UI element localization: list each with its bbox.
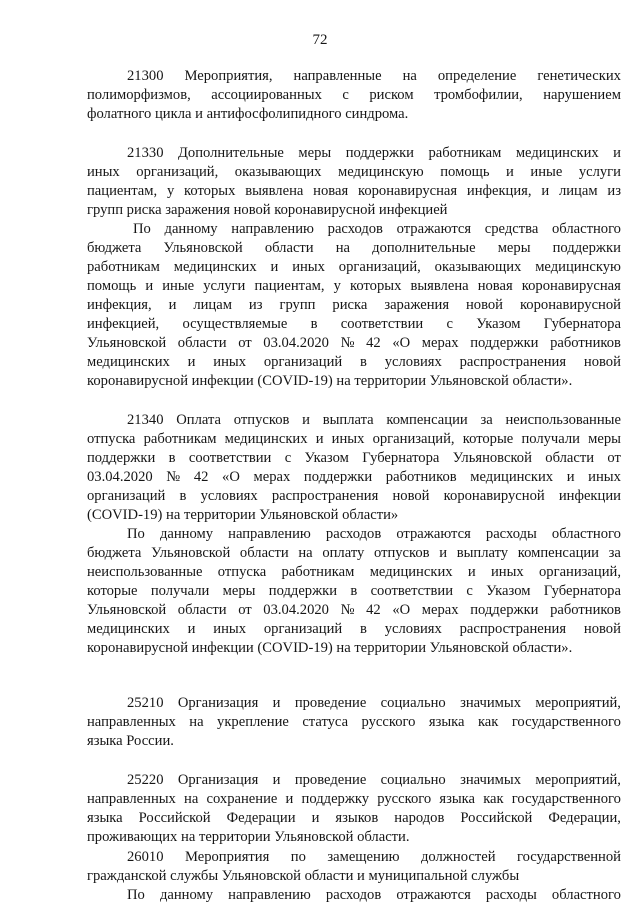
text-line: групп риска заражения новой коронавирусной инфекцией [87, 202, 448, 218]
text-line: Ульяновской области от 03.04.2020 № 42 «О мерах поддержки работников [87, 335, 621, 351]
text-line: полиморфизмов, ассоциированных с риском тромбофилии, нарушением [87, 87, 621, 103]
text-line: коронавирусной инфекции (COVID-19) на территории Ульяновской области». [87, 640, 573, 656]
text-line: языка Российской Федерации и языков народов Российской Федерации, [87, 810, 621, 826]
text-line: 25220 Организация и проведение социально значимых мероприятий, [127, 772, 621, 788]
text-line: гражданской службы Ульяновской области и муниципальной службы [87, 868, 520, 884]
text-line: медицинских и иных организаций в условиях распространения новой [87, 354, 621, 370]
text-line: которые получали меры поддержки в соответствии с Указом Губернатора [87, 583, 621, 599]
text-line: проживающих на территории Ульяновской области. [87, 829, 410, 845]
text-line: пациентам, у которых выявлена новая коронавирусная инфекция, и лицам из [87, 183, 621, 199]
text-line: организаций в условиях распространения новой коронавирусной инфекции [87, 488, 621, 504]
text-line: инфекция, и лицам из групп риска заражения новой коронавирусной [87, 297, 621, 313]
text-line: 21340 Оплата отпусков и выплата компенсации за неиспользованные [127, 412, 621, 428]
text-line: медицинских и иных организаций в условиях распространения новой [87, 621, 621, 637]
text-line: (COVID-19) на территории Ульяновской области» [87, 507, 399, 523]
text-line: направленных на сохранение и поддержку русского языка как государственного [87, 791, 621, 807]
text-line: фолатного цикла и антифосфолипидного синдрома. [87, 106, 409, 122]
text-line: 03.04.2020 № 42 «О мерах поддержки работников медицинских и иных [87, 469, 621, 485]
text-line: работникам медицинских и иных организаций, оказывающих медицинскую [87, 259, 621, 275]
text-line: иных организаций, оказывающих медицинскую помощь и иные услуги [87, 164, 621, 180]
text-line: языка России. [87, 733, 174, 749]
text-line: По данному направлению расходов отражаются средства областного [133, 221, 621, 237]
text-line: По данному направлению расходов отражаются расходы областного [127, 526, 621, 542]
text-line: 25210 Организация и проведение социально значимых мероприятий, [127, 695, 621, 711]
text-line: помощь и иные услуги пациентам, у которых выявлена новая коронавирусная [87, 278, 621, 294]
text-line: поддержки в соответствии с Указом Губернатора Ульяновской области от [87, 450, 621, 466]
text-line: коронавирусной инфекции (COVID-19) на территории Ульяновской области». [87, 373, 573, 389]
text-line: неиспользованные отпуска работникам медицинских и иных организаций, [87, 564, 621, 580]
page-number: 72 [312, 32, 328, 48]
text-line: отпуска работникам медицинских и иных организаций, которые получали меры [87, 431, 621, 447]
text-line: 26010 Мероприятия по замещению должностей государственной [127, 849, 621, 865]
text-line: направленных на укрепление статуса русского языка как государственного [87, 714, 621, 730]
text-line: бюджета Ульяновской области на оплату отпусков и выплату компенсации за [87, 545, 621, 561]
text-line: Ульяновской области от 03.04.2020 № 42 «О мерах поддержки работников [87, 602, 621, 618]
text-line: 21300 Мероприятия, направленные на определение генетических [127, 68, 621, 84]
text-line: бюджета Ульяновской области на дополнительные меры поддержки [87, 240, 621, 256]
text-line: По данному направлению расходов отражаются расходы областного [127, 887, 621, 903]
text-line: инфекцией, осуществляемые в соответствии с Указом Губернатора [87, 316, 621, 332]
text-line: 21330 Дополнительные меры поддержки работникам медицинских и [127, 145, 621, 161]
